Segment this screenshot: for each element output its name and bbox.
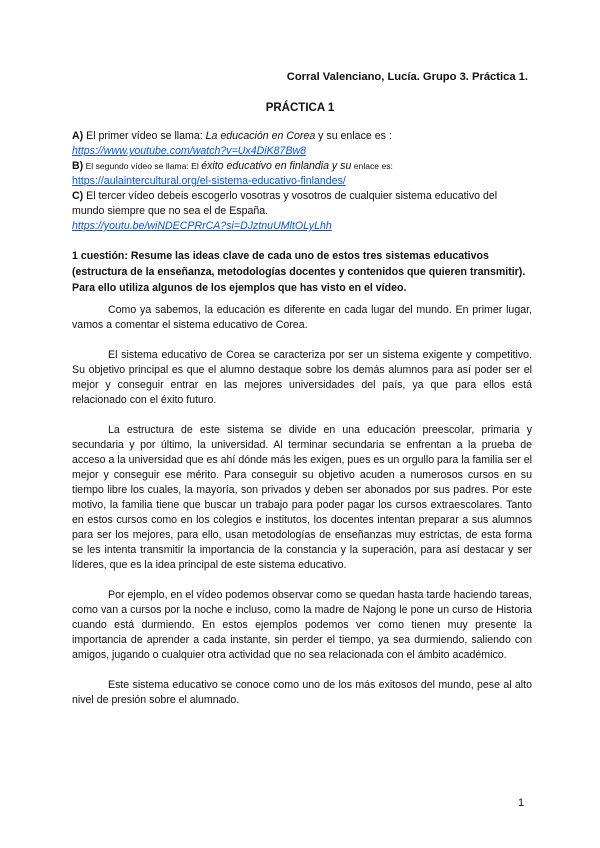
page-number: 1 [518,797,525,809]
video-item-a [72,129,532,144]
author-header: Corral Valenciano, Lucía. Grupo 3. Práctica 1. [286,71,528,83]
video-link-c-line [72,219,532,234]
video-title: La educación en Corea [205,130,316,142]
question-heading: 1 cuestión: Resume las ideas clave de cada uno de estos tres sistemas educativos (estructura de la enseñanza, metodologías docentes y contenidos que quieren transmitir). Para ello utiliza algunos de los ejemplos que has visto en el vídeo. [72,250,526,294]
item-text: y su enlace es : [315,130,392,142]
video-link-b[interactable]: https://aulaintercultural.org/el-sistema-educativo-finlandes/ [72,175,346,187]
paragraph: Como ya sabemos, la educación es diferente en cada lugar del mundo. En primer lugar, vamos a comentar el sistema educativo de Corea. [72,304,532,331]
item-label: B) [72,160,84,172]
paragraph: Por ejemplo, en el vídeo podemos observar como se quedan hasta tarde haciendo tareas, como van a cursos por la noche e incluso, como la madre de Najong le pone un curso de Historia cuando está durmiendo. En estos ejemplos podemos ver como tienen muy presente la importancia de aprender a cada instante, sin perder el tiempo, ya sea durmiendo, saliendo con amigos, jugando o cualquier otra actividad que no sea relacionada con el ámbito académico. [72,589,532,661]
item-text: enlace es: [351,161,393,171]
paragraph: Este sistema educativo se conoce como uno de los más exitosos del mundo, pese al alto nivel de presión sobre el alumnado. [72,679,532,706]
item-label: A) [72,130,84,142]
video-item-c [72,189,532,219]
answer-body [72,303,532,723]
paragraph: La estructura de este sistema se divide en una educación preescolar, primaria y secundaria y por último, la universidad. Al terminar secundaria se enfrentan a la prueba de acceso a la universidad que es ahí dónde más les exigen, pues es un orgullo para la familia ser el mejor y conseguir ese mérito. Para conseguir su objetivo acuden a numerosos cursos en su tiempo libre los cuales, la mayoría, son privados y deben ser abonados por sus padres. Por este motivo, la familia tiene que buscar un trabajo para poder pagar los cursos extraescolares. Tanto en estos cursos como en los colegios e institutos, los docentes intentan preparar a sus alumnos para ser los mejores, para ello, usan metodologías de enseñanzas muy estrictas, de esta forma se les intenta transmitir la importancia de la constancia y la superación, para así destacar y ser líderes, que es la idea principal de este sistema educativo. [72,424,532,571]
page-title: PRÁCTICA 1 [265,102,335,114]
video-link-a-line [72,144,532,159]
video-item-b [72,159,532,174]
video-link-b-line [72,174,532,189]
item-text: El tercer vídeo debeis escogerlo vosotras y vosotros de cualquier sistema educativo del mundo siempre que no sea el de España. [72,190,498,217]
video-title: éxito educativo en finlandia y su [201,160,352,172]
item-text: El segundo vídeo se llama: El [83,161,202,171]
item-text: El primer vídeo se llama: [83,130,206,142]
item-label: C) [72,190,84,202]
video-link-a[interactable]: https://www.youtube.com/watch?v=Ux4DiK87Bw8 [72,145,307,157]
video-link-c[interactable]: https://youtu.be/wiNDECPRrCA?si=DJztnuUMltOLyLhh [72,220,332,232]
paragraph: El sistema educativo de Corea se caracteriza por ser un sistema exigente y competitivo. Su objetivo principal es que el alumno destaque sobre los demás alumnos para así poder ser el mejor y conseguir entrar en las mejores universidades del país, ya que para ellos está relacionado con el éxito futuro. [72,349,532,406]
video-list [72,129,532,234]
